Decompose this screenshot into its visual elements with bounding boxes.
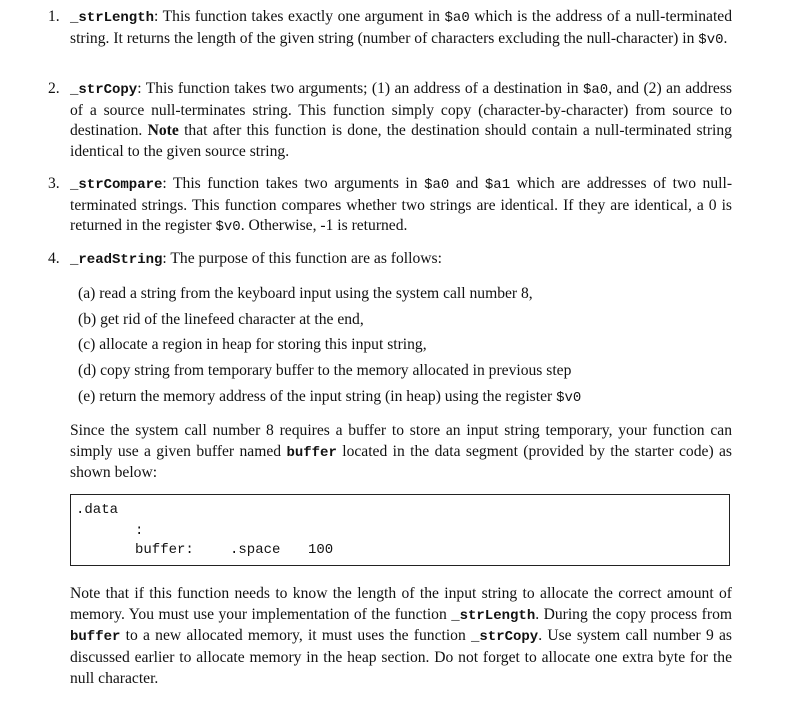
subitem-b: (b) get rid of the linefeed character at the end, bbox=[78, 311, 364, 328]
subitem-d: (d) copy string from temporary buffer to the memory allocated in previous step bbox=[78, 362, 572, 379]
code-space-directive: .space bbox=[230, 542, 281, 558]
item-number: 2. bbox=[48, 80, 60, 97]
item-strcompare: _strCompare: This function takes two arguments in $a0 and $a1 which are addresses of two null-terminated strings. This function compares whether two strings are identical. If they are identical, a 0 is returned in the register $v0. Otherwise, -1 is returned. bbox=[70, 175, 733, 236]
subitem-e: (e) return the memory address of the input string (in heap) using the register $v0 bbox=[78, 388, 582, 406]
item-number: 1. bbox=[48, 8, 60, 25]
code-line-data: .data bbox=[76, 502, 119, 518]
function-name: _readString bbox=[70, 252, 163, 268]
paragraph-buffer: Since the system call number 8 requires a buffer to store an input string temporary, your function can simply use a given buffer named buffer located in the data segment (provided by the starter code) as shown below: bbox=[70, 422, 733, 482]
item-number: 4. bbox=[48, 250, 60, 267]
subitem-a: (a) read a string from the keyboard input using the system call number 8, bbox=[78, 285, 533, 302]
subitem-c: (c) allocate a region in heap for storing this input string, bbox=[78, 336, 427, 353]
function-name: _strCopy bbox=[70, 82, 138, 98]
code-block bbox=[70, 494, 730, 566]
code-space-value: 100 bbox=[308, 542, 334, 558]
function-name: _strLength bbox=[70, 10, 155, 26]
item-strcopy: _strCopy: This function takes two arguments; (1) an address of a destination in $a0, and (2) an address of a source null-terminates string. This function simply copy (character-by-character) from source to destination. Note that after this function is done, the destination should contain a null-terminated string identical to the given source string. bbox=[70, 80, 732, 161]
function-name: _strCompare bbox=[70, 177, 163, 193]
code-line-ellipsis: : bbox=[135, 523, 144, 539]
item-number: 3. bbox=[48, 175, 60, 192]
item-strlength: _strLength: This function takes exactly one argument in $a0 which is the address of a null-terminated string. It returns the length of the given string (number of characters excluding the null-character) in $v0. bbox=[70, 8, 732, 48]
item-readstring: _readString: The purpose of this function are as follows: bbox=[70, 250, 442, 268]
paragraph-note: Note that if this function needs to know the length of the input string to allocate the correct amount of memory. You must use your implementation of the function _strLength. During the copy process from buffer to a new allocated memory, it must uses the function _strCopy. Use system call number 9 as discussed earlier to allocate memory in the heap section. Do not forget to allocate one extra byte for the null character. bbox=[70, 585, 733, 687]
code-buffer-label: buffer: bbox=[135, 542, 194, 558]
